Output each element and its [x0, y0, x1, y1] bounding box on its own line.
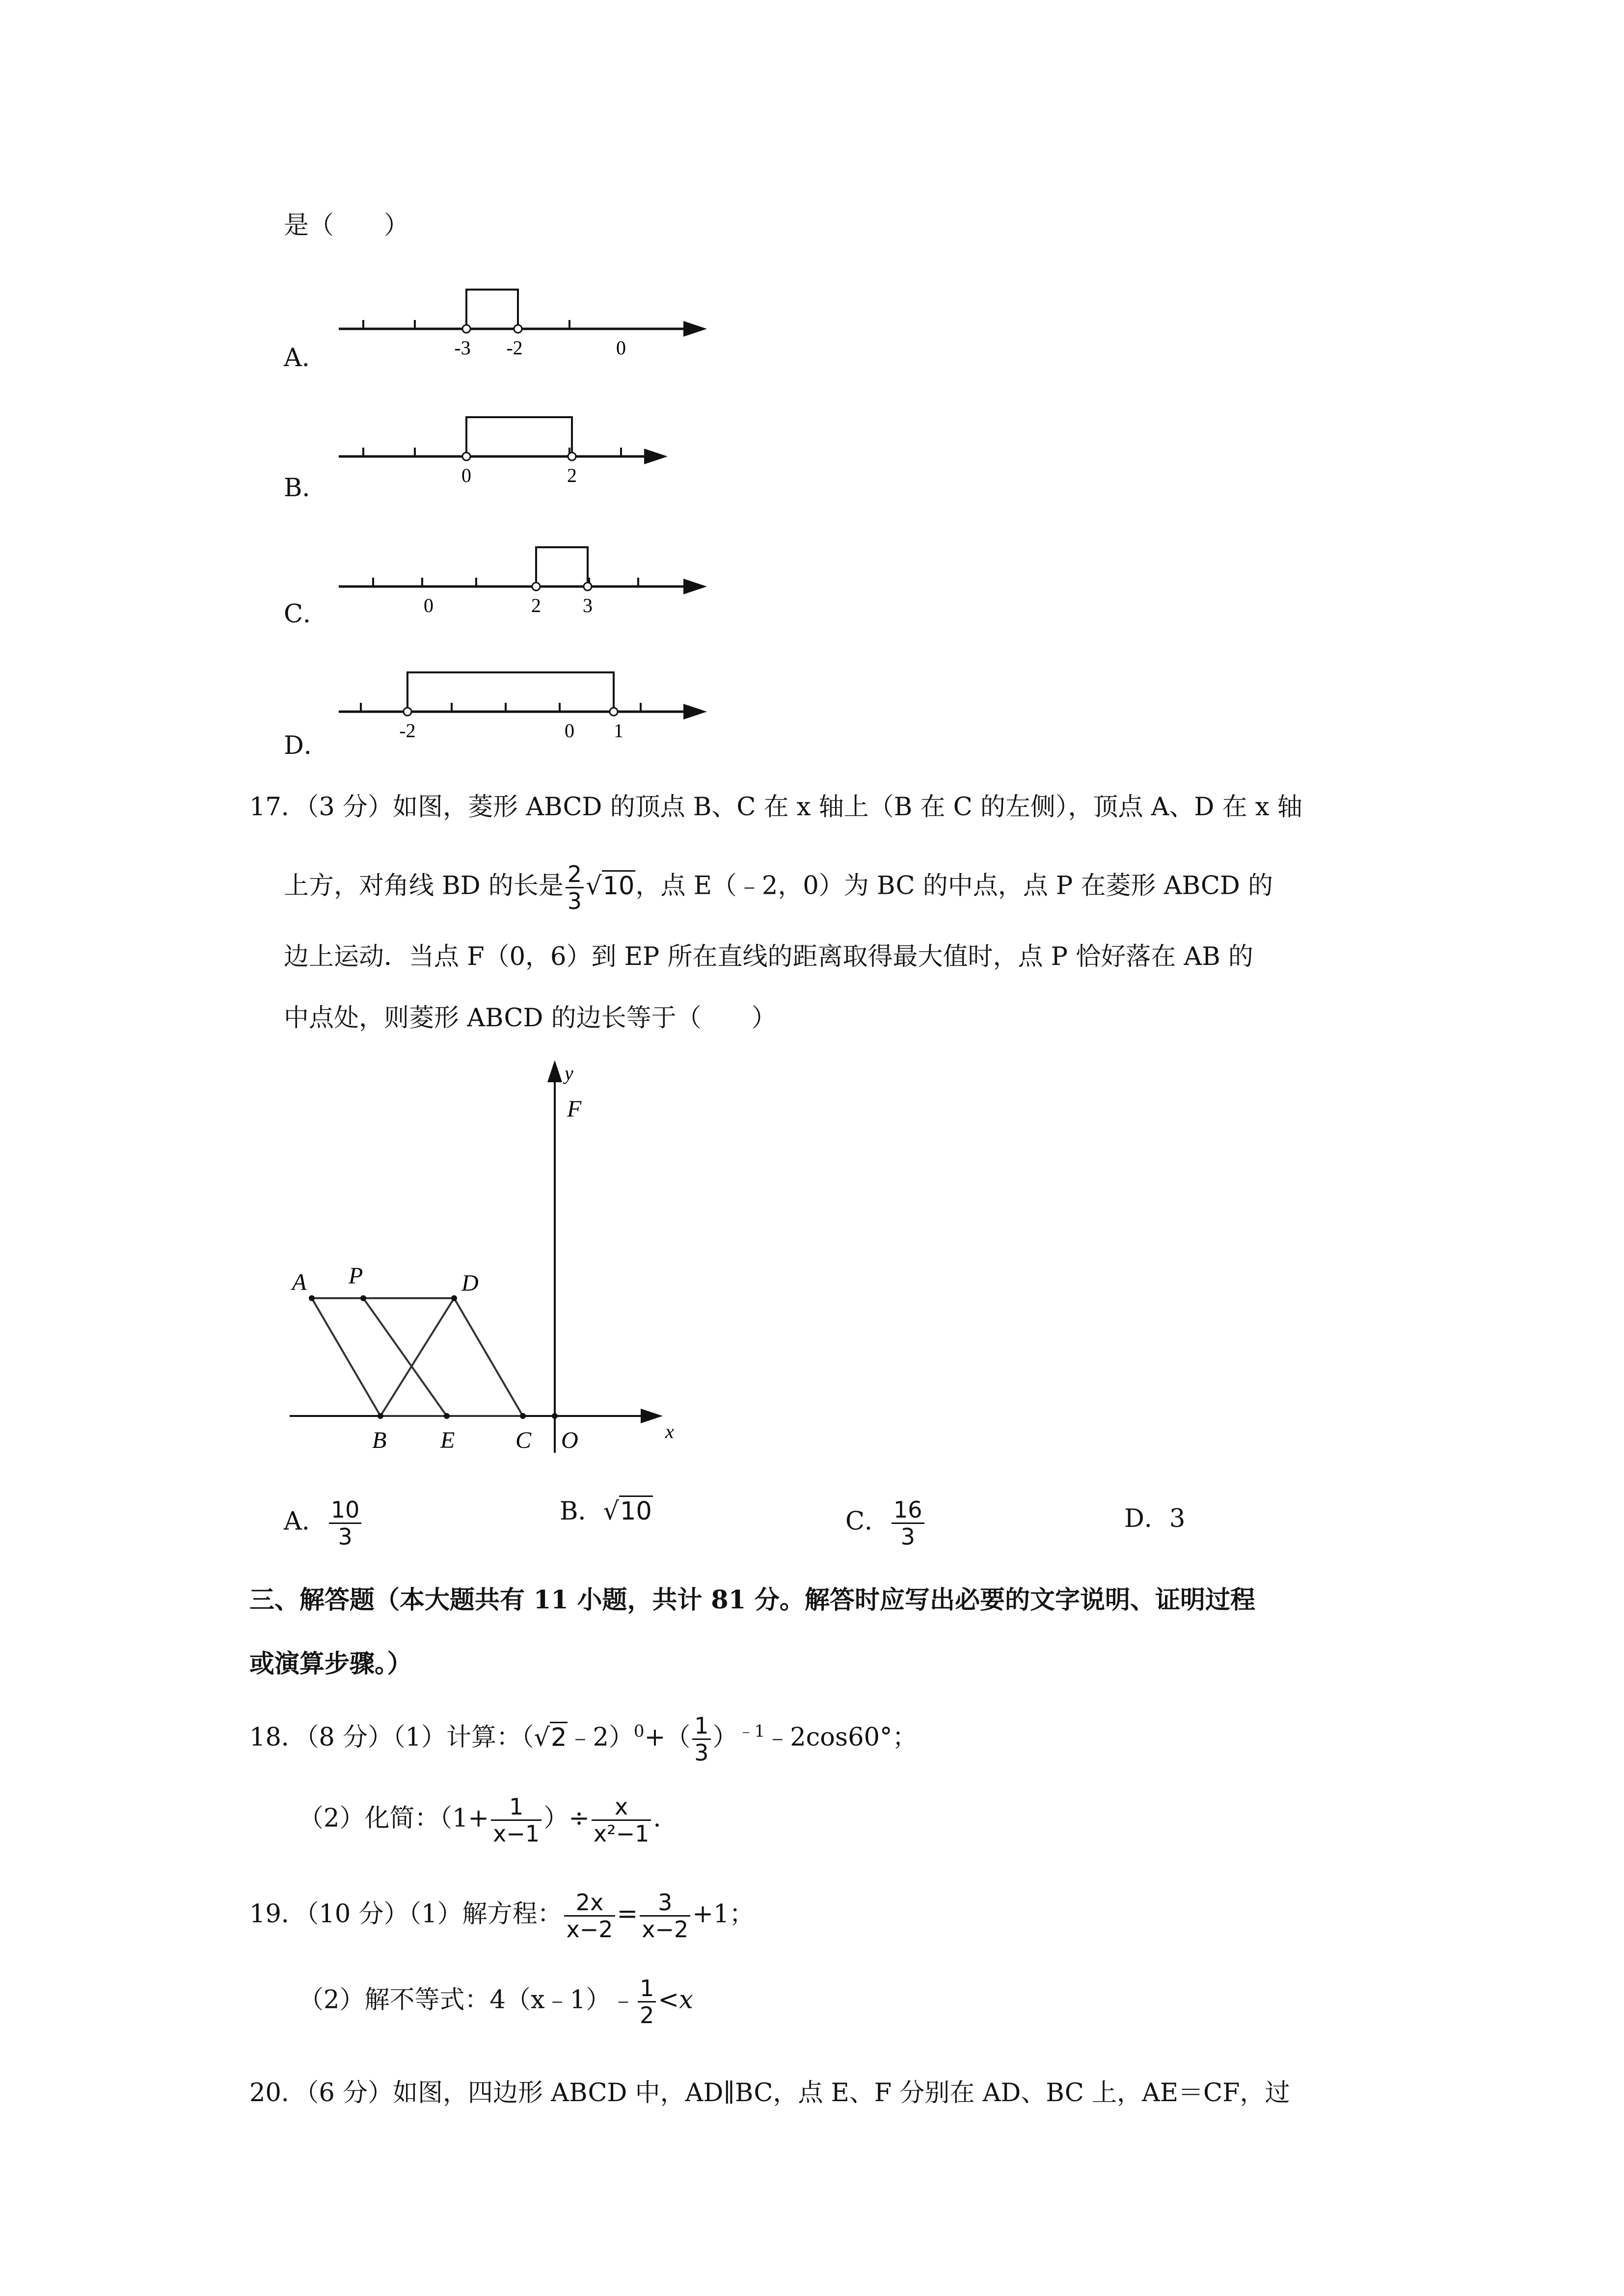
q20-line-1: 20．（6 分）如图，四边形 ABCD 中，AD∥BC，点 E、F 分别在 AD、BC 上，AE＝CF，过	[249, 2079, 1290, 2108]
q17-label-d: D	[461, 1270, 479, 1296]
q16-number-line-a	[334, 280, 717, 373]
q17-option-b: B．√10	[560, 1497, 653, 1526]
q16-a-tick-1: -3	[454, 337, 471, 359]
q16-d-tick-1: -2	[399, 720, 416, 742]
q16-number-line-b	[334, 407, 677, 501]
q17-option-d: D．3	[1124, 1504, 1186, 1533]
q17-label-y: y	[565, 1062, 573, 1084]
q16-d-tick-2: 0	[565, 720, 574, 742]
q17-label-f: F	[567, 1096, 582, 1122]
q16-c-tick-1: 0	[424, 594, 433, 616]
q16-d-tick-3: 1	[614, 720, 623, 742]
q16-option-d-label: D．	[284, 731, 329, 760]
section-3-heading-line-2: 或演算步骤。）	[249, 1649, 412, 1679]
q16-option-a-label: A．	[284, 344, 327, 373]
q16-b-tick-2: 2	[567, 464, 577, 486]
q17-label-e: E	[440, 1427, 455, 1453]
section-3-heading-line-1: 三、解答题（本大题共有 11 小题，共计 81 分。解答时应写出必要的文字说明、证明过程	[249, 1585, 1255, 1615]
q17-label-b: B	[372, 1427, 387, 1453]
q17-bd-sqrt: √10	[586, 872, 635, 901]
q17-label-c: C	[515, 1427, 532, 1453]
q17-line-1: 17．（3 分）如图，菱形 ABCD 的顶点 B、C 在 x 轴上（B 在 C 的左侧），顶点 A、D 在 x 轴	[249, 793, 1302, 822]
q17-rhombus-figure	[275, 1055, 697, 1458]
q17-option-c: C． $\frac{16}{3}$	[845, 1497, 926, 1549]
q16-number-line-d	[334, 663, 717, 756]
q17-option-a: A． $\frac{10}{3}$	[284, 1497, 363, 1549]
q17-line-3: 边上运动．当点 F（0，6）到 EP 所在直线的距离取得最大值时，点 P 恰好落在 AB 的	[284, 942, 1253, 971]
q16-option-b-label: B．	[284, 474, 327, 503]
q16-a-tick-2: -2	[506, 337, 523, 359]
q16-number-line-c	[334, 537, 717, 631]
q17-label-x: x	[665, 1420, 674, 1442]
q18-part-2: （2）化简：（1+ $\frac{1}{x-1}$ ）÷ $\frac{x}{\text{x²−1}}$ .	[298, 1793, 661, 1847]
q18-part-1: 18．（8 分）（1）计算：（√2﹣2）$^0$+（ $\frac{1}{3}$ ）$^{﹣1}$﹣2cos60°；	[249, 1712, 918, 1766]
q17-label-a: A	[292, 1269, 307, 1295]
q17-line-2	[284, 861, 1273, 914]
q19-part-2: （2）解不等式：4（x﹣1）﹣ $\frac{1}{2}$ <x	[298, 1975, 693, 2029]
q17-line-2-a: 上方，对角线 BD 的长是	[284, 871, 564, 901]
q17-line-4: 中点处，则菱形 ABCD 的边长等于（ ）	[284, 1004, 777, 1033]
q17-bd-fraction: $\frac{2}{3}$	[566, 861, 584, 914]
q16-option-c-label: C．	[284, 600, 328, 629]
q17-label-o: O	[561, 1427, 578, 1453]
q16-stem-tail: 是（ ）	[284, 211, 409, 240]
q17-label-p: P	[349, 1263, 363, 1289]
q17-line-2-b: ，点 E（﹣2，0）为 BC 的中点，点 P 在菱形 ABCD 的	[635, 871, 1273, 901]
q19-part-1: 19．（10 分）（1）解方程： $\frac{2x}{x-2}$ = $\frac{3}{x-2}$ +1；	[249, 1889, 755, 1943]
q16-c-tick-3: 3	[583, 594, 593, 616]
q16-b-tick-1: 0	[461, 464, 471, 486]
q16-a-tick-3: 0	[616, 337, 626, 359]
q16-c-tick-2: 2	[531, 594, 541, 616]
